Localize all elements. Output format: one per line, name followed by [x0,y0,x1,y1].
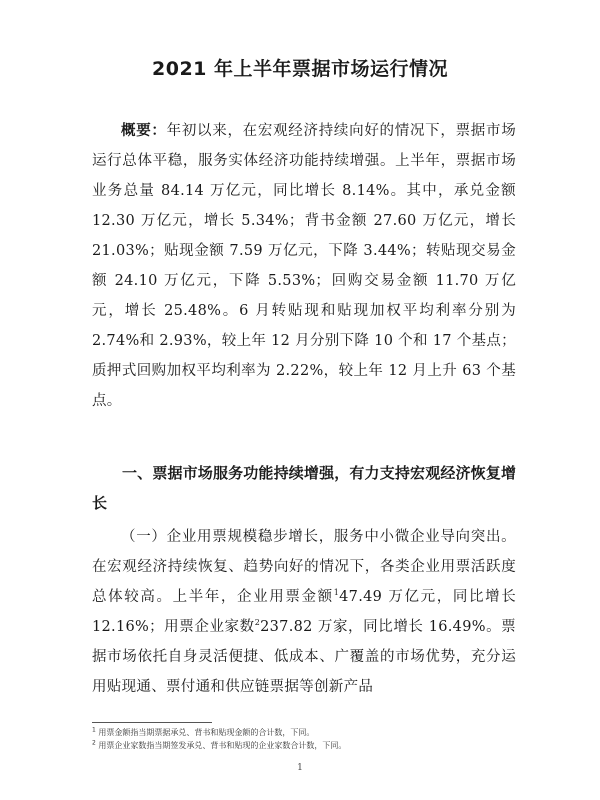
footnote-mark: 2 [92,739,96,747]
footnote-1 [92,727,532,738]
body-text-part2: 47.49 万亿元，同比增长 12.16%；用票企业家数 [92,589,516,635]
footnote-text: 用票金额指当期票据承兑、背书和贴现金额的合计数，下同。 [98,728,315,737]
body-paragraph [92,522,516,702]
abstract-lead: 概要： [121,123,167,139]
abstract-paragraph [92,116,516,416]
page-title: 2021 年上半年票据市场运行情况 [152,58,448,80]
footnote-mark: 1 [92,726,96,734]
footnote-ref-2: 2 [254,618,261,628]
footnote-ref-1: 1 [333,588,340,598]
footnote-2 [92,740,532,751]
body-text-part3: 237.82 万家，同比增长 16.49%。票据市场依托自身灵活便捷、低成本、广覆盖的市场优势，充分运用贴现通、票付通和供应链票据等创新产品 [92,619,516,695]
section-heading: 一、票据市场服务功能持续增强，有力支持宏观经济恢复增长 [92,464,516,512]
body-text-part1: （一）企业用票规模稳步增长，服务中小微企业导向突出。在宏观经济持续恢复、趋势向好的情况下，各类企业用票活跃度总体较高。上半年，企业用票金额 [92,529,516,605]
footnote-divider [92,722,212,723]
abstract-text: 年初以来，在宏观经济持续向好的情况下，票据市场运行总体平稳，服务实体经济功能持续增强。上半年，票据市场业务总量 84.14 万亿元，同比增长 8.14%。其中，承兑金额 12.30 万亿元，增长 5.34%；背书金额 27.60 万亿元，增长 21.03%；贴现金额 7.59 万亿元，下降 3.44%；转贴现交易金额 24.10 万亿元，下降 5.53%；回购交易金额 11.70 万亿元，增长 25.48%。6 月转贴现和贴现加权平均利率分别为 2.74%和 2.93%，较上年 12 月分别下降 10 个和 17 个基点；质押式回购加权平均利率为 2.22%，较上年 12 月上升 63 个基点。 [92,123,516,409]
footnote-text: 用票企业家数指当期签发承兑、背书和贴现的企业家数合计数，下同。 [98,741,347,750]
page-number: 1 [297,763,303,773]
